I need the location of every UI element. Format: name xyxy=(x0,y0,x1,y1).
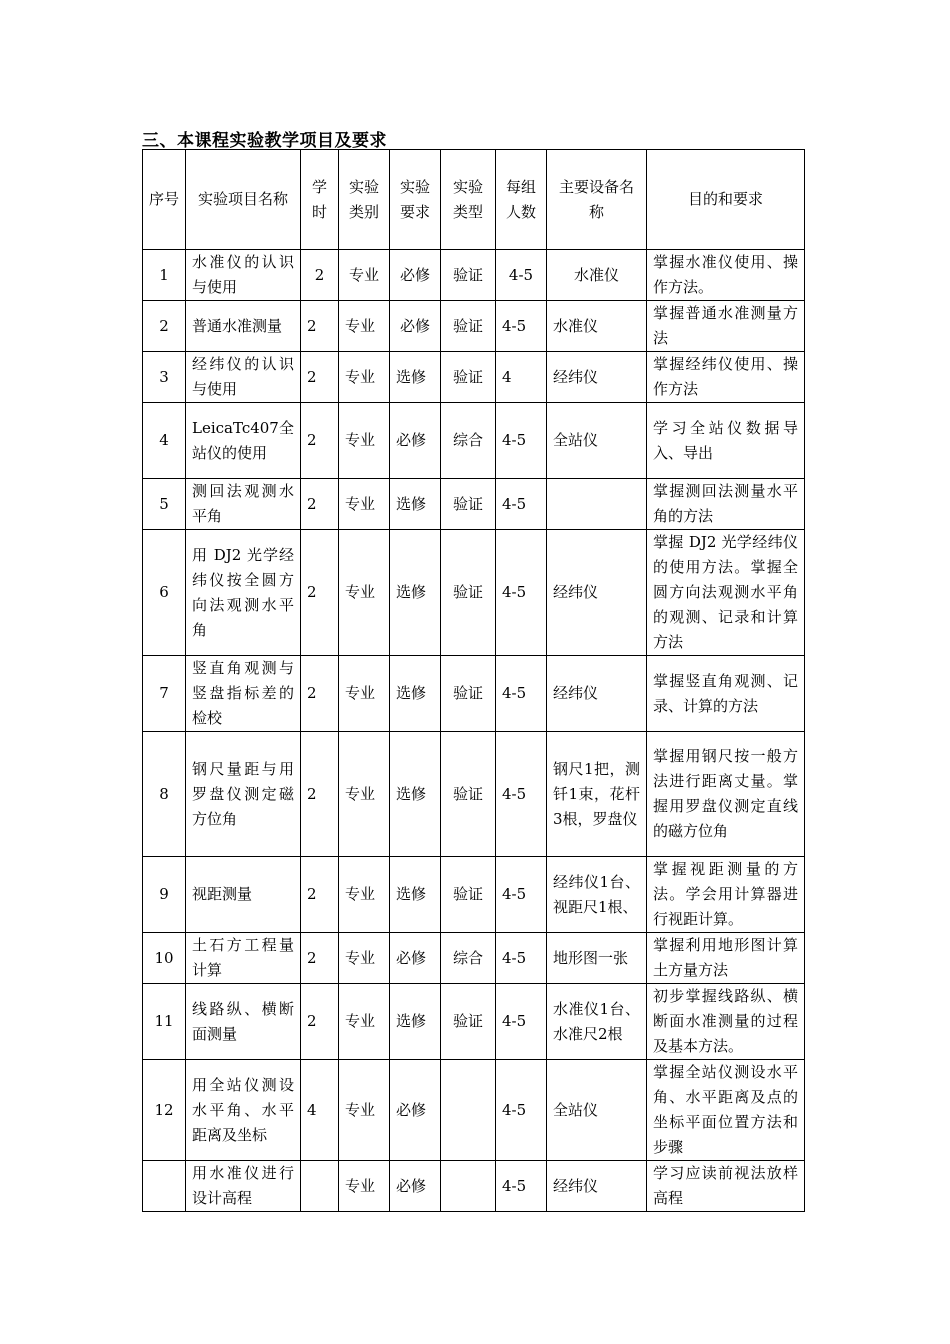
table-row xyxy=(143,1060,805,1161)
cell-equipment: 全站仪 xyxy=(547,1060,647,1161)
cell-hours: 2 xyxy=(301,301,339,352)
cell-name: LeicaTc407全站仪的使用 xyxy=(186,403,301,479)
cell-seq: 8 xyxy=(143,732,186,857)
cell-seq: 2 xyxy=(143,301,186,352)
cell-category: 专业 xyxy=(339,1060,390,1161)
cell-requirement: 必修 xyxy=(390,1060,441,1161)
cell-seq: 9 xyxy=(143,857,186,933)
header-requirement: 实验要求 xyxy=(390,150,441,250)
header-equipment: 主要设备名称 xyxy=(547,150,647,250)
cell-type: 验证 xyxy=(441,530,496,656)
cell-requirement: 必修 xyxy=(390,301,441,352)
cell-equipment xyxy=(547,479,647,530)
cell-hours: 2 xyxy=(301,933,339,984)
cell-name: 用全站仪测设水平角、水平距离及坐标 xyxy=(186,1060,301,1161)
cell-type: 验证 xyxy=(441,984,496,1060)
cell-seq: 12 xyxy=(143,1060,186,1161)
cell-requirement: 选修 xyxy=(390,732,441,857)
cell-type: 验证 xyxy=(441,352,496,403)
cell-name: 普通水准测量 xyxy=(186,301,301,352)
header-group: 每组人数 xyxy=(496,150,547,250)
table-row xyxy=(143,250,805,301)
cell-purpose: 掌握普通水准测量方法 xyxy=(647,301,805,352)
cell-equipment: 全站仪 xyxy=(547,403,647,479)
cell-group: 4-5 xyxy=(496,984,547,1060)
cell-category: 专业 xyxy=(339,1161,390,1212)
cell-purpose: 掌握视距测量的方法。学会用计算器进行视距计算。 xyxy=(647,857,805,933)
table-row xyxy=(143,732,805,857)
cell-name: 视距测量 xyxy=(186,857,301,933)
cell-requirement: 必修 xyxy=(390,250,441,301)
cell-equipment: 经纬仪 xyxy=(547,656,647,732)
cell-group: 4-5 xyxy=(496,1060,547,1161)
table-row xyxy=(143,857,805,933)
cell-equipment: 钢尺1把，测钎1束，花杆3根，罗盘仪 xyxy=(547,732,647,857)
header-hours: 学时 xyxy=(301,150,339,250)
cell-purpose: 掌握水准仪使用、操作方法。 xyxy=(647,250,805,301)
cell-group: 4-5 xyxy=(496,732,547,857)
cell-type: 综合 xyxy=(441,403,496,479)
cell-requirement: 选修 xyxy=(390,857,441,933)
cell-category: 专业 xyxy=(339,857,390,933)
cell-purpose: 掌握利用地形图计算土方量方法 xyxy=(647,933,805,984)
cell-purpose: 掌握全站仪测设水平角、水平距离及点的坐标平面位置方法和步骤 xyxy=(647,1060,805,1161)
cell-purpose: 掌握经纬仪使用、操作方法 xyxy=(647,352,805,403)
cell-hours: 2 xyxy=(301,857,339,933)
cell-category: 专业 xyxy=(339,479,390,530)
cell-hours: 2 xyxy=(301,250,339,301)
cell-hours: 2 xyxy=(301,530,339,656)
cell-category: 专业 xyxy=(339,352,390,403)
cell-purpose: 学习全站仪数据导入、导出 xyxy=(647,403,805,479)
cell-hours xyxy=(301,1161,339,1212)
cell-requirement: 选修 xyxy=(390,479,441,530)
cell-type: 验证 xyxy=(441,250,496,301)
cell-seq xyxy=(143,1161,186,1212)
cell-equipment: 水准仪1台、水准尺2根 xyxy=(547,984,647,1060)
cell-type: 验证 xyxy=(441,732,496,857)
cell-group: 4-5 xyxy=(496,656,547,732)
cell-requirement: 必修 xyxy=(390,403,441,479)
header-purpose: 目的和要求 xyxy=(647,150,805,250)
cell-group: 4 xyxy=(496,352,547,403)
table-row xyxy=(143,933,805,984)
cell-seq: 5 xyxy=(143,479,186,530)
cell-purpose: 初步掌握线路纵、横断面水准测量的过程及基本方法。 xyxy=(647,984,805,1060)
cell-type: 验证 xyxy=(441,301,496,352)
cell-purpose: 掌握测回法测量水平角的方法 xyxy=(647,479,805,530)
cell-type: 验证 xyxy=(441,656,496,732)
header-type: 实验类型 xyxy=(441,150,496,250)
cell-group: 4-5 xyxy=(496,857,547,933)
experiment-table xyxy=(142,149,805,1212)
cell-name: 竖直角观测与竖盘指标差的检校 xyxy=(186,656,301,732)
header-name: 实验项目名称 xyxy=(186,150,301,250)
cell-type xyxy=(441,1161,496,1212)
table-row xyxy=(143,352,805,403)
cell-seq: 10 xyxy=(143,933,186,984)
cell-group: 4-5 xyxy=(496,479,547,530)
cell-equipment: 经纬仪 xyxy=(547,352,647,403)
header-category: 实验类别 xyxy=(339,150,390,250)
cell-name: 用水准仪进行设计高程 xyxy=(186,1161,301,1212)
cell-seq: 6 xyxy=(143,530,186,656)
table-row xyxy=(143,479,805,530)
table-row xyxy=(143,1161,805,1212)
cell-equipment: 水准仪 xyxy=(547,250,647,301)
cell-name: 土石方工程量计算 xyxy=(186,933,301,984)
cell-group: 4-5 xyxy=(496,933,547,984)
cell-category: 专业 xyxy=(339,656,390,732)
table-row xyxy=(143,656,805,732)
cell-seq: 3 xyxy=(143,352,186,403)
cell-hours: 2 xyxy=(301,352,339,403)
cell-hours: 2 xyxy=(301,479,339,530)
table-header-row xyxy=(143,150,805,250)
cell-category: 专业 xyxy=(339,933,390,984)
cell-category: 专业 xyxy=(339,984,390,1060)
cell-seq: 11 xyxy=(143,984,186,1060)
cell-hours: 2 xyxy=(301,732,339,857)
cell-equipment: 地形图一张 xyxy=(547,933,647,984)
cell-requirement: 必修 xyxy=(390,933,441,984)
cell-equipment: 经纬仪 xyxy=(547,1161,647,1212)
cell-requirement: 选修 xyxy=(390,352,441,403)
cell-group: 4-5 xyxy=(496,301,547,352)
cell-equipment: 经纬仪1台、视距尺1根、 xyxy=(547,857,647,933)
cell-requirement: 必修 xyxy=(390,1161,441,1212)
cell-name: 线路纵、横断面测量 xyxy=(186,984,301,1060)
cell-purpose: 掌握竖直角观测、记录、计算的方法 xyxy=(647,656,805,732)
cell-type: 验证 xyxy=(441,479,496,530)
cell-requirement: 选修 xyxy=(390,984,441,1060)
cell-category: 专业 xyxy=(339,530,390,656)
cell-purpose: 学习应读前视法放样高程 xyxy=(647,1161,805,1212)
table-row xyxy=(143,530,805,656)
cell-group: 4-5 xyxy=(496,1161,547,1212)
cell-type xyxy=(441,1060,496,1161)
cell-purpose: 掌握用钢尺按一般方法进行距离丈量。掌握用罗盘仪测定直线的磁方位角 xyxy=(647,732,805,857)
header-seq: 序号 xyxy=(143,150,186,250)
cell-seq: 1 xyxy=(143,250,186,301)
cell-group: 4-5 xyxy=(496,403,547,479)
table-row xyxy=(143,984,805,1060)
cell-requirement: 选修 xyxy=(390,530,441,656)
cell-name: 测回法观测水平角 xyxy=(186,479,301,530)
cell-group: 4-5 xyxy=(496,250,547,301)
cell-category: 专业 xyxy=(339,301,390,352)
cell-requirement: 选修 xyxy=(390,656,441,732)
cell-hours: 2 xyxy=(301,656,339,732)
section-title: 三、本课程实验教学项目及要求 xyxy=(142,131,387,151)
cell-hours: 4 xyxy=(301,1060,339,1161)
cell-category: 专业 xyxy=(339,732,390,857)
cell-seq: 4 xyxy=(143,403,186,479)
cell-category: 专业 xyxy=(339,250,390,301)
cell-name: 水准仪的认识与使用 xyxy=(186,250,301,301)
cell-group: 4-5 xyxy=(496,530,547,656)
cell-purpose: 掌握 DJ2 光学经纬仪的使用方法。掌握全圆方向法观测水平角的观测、记录和计算方法 xyxy=(647,530,805,656)
cell-name: 钢尺量距与用罗盘仪测定磁方位角 xyxy=(186,732,301,857)
cell-hours: 2 xyxy=(301,403,339,479)
cell-equipment: 经纬仪 xyxy=(547,530,647,656)
table-row xyxy=(143,403,805,479)
cell-type: 综合 xyxy=(441,933,496,984)
cell-type: 验证 xyxy=(441,857,496,933)
cell-name: 用 DJ2 光学经纬仪按全圆方向法观测水平角 xyxy=(186,530,301,656)
cell-hours: 2 xyxy=(301,984,339,1060)
cell-equipment: 水准仪 xyxy=(547,301,647,352)
table-row xyxy=(143,301,805,352)
cell-name: 经纬仪的认识与使用 xyxy=(186,352,301,403)
cell-seq: 7 xyxy=(143,656,186,732)
cell-category: 专业 xyxy=(339,403,390,479)
